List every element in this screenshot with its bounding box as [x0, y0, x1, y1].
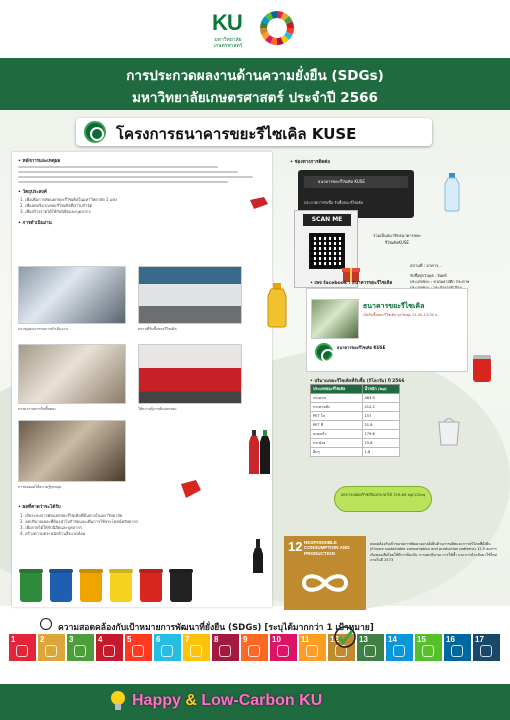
sdg-goal-number: 10	[272, 635, 281, 644]
meeting-photo	[18, 266, 126, 324]
sdg-goal-4-tile	[96, 634, 123, 661]
crushed-can-icon	[178, 478, 204, 500]
sdg-goal-number: 3	[69, 635, 74, 644]
selected-goal-check-icon	[334, 626, 356, 648]
contest-title: การประกวดผลงานด้านความยั่งยืน (SDGs)	[126, 68, 384, 84]
table-row	[311, 421, 400, 430]
sdg-goal-number: 16	[446, 635, 455, 644]
channel-heading: • ช่องทางการติดต่อ	[290, 160, 331, 165]
black-bin-icon	[170, 572, 192, 602]
table-row	[311, 430, 400, 439]
table-row	[311, 412, 400, 421]
juice-bottle-icon	[264, 282, 290, 328]
activity-heading: • การดำเนินงาน	[18, 221, 52, 226]
ku-logo-subtitle: มหาวิทยาลัยเกษตรศาสตร์	[213, 37, 243, 49]
site-photo	[138, 266, 242, 324]
table-cell: อื่นๆ	[311, 448, 363, 457]
lightbulb-icon	[110, 690, 126, 712]
result-item: 3. เพิ่มรายได้ให้กับนิสิตและบุคลากร	[20, 525, 83, 530]
photo-caption: ประชุมคณะกรรมการดำเนินงาน	[18, 327, 68, 331]
plastic-bottle-icon	[440, 172, 464, 212]
sdg-goal-icon	[306, 645, 318, 657]
sdg-goal-number: 2	[40, 635, 45, 644]
table-cell: 15.8	[362, 439, 399, 448]
table-header: น้ำหนัก (kg)	[362, 385, 399, 394]
sdg-goal-number: 8	[214, 635, 219, 644]
sdg-wheel-icon	[258, 9, 296, 47]
green-bin-icon	[20, 572, 42, 602]
sdg12-number: 12	[288, 539, 303, 554]
text-line	[18, 171, 238, 173]
sdg-goal-7-tile	[183, 634, 210, 661]
sdg-goal-row	[9, 634, 503, 662]
objective-item: 2. เพื่อลดปริมาณขยะรีไซเคิลที่นำไปกำจัด	[20, 203, 93, 208]
sdg-goal-number: 11	[301, 635, 310, 644]
facebook-page-preview[interactable]	[306, 288, 468, 372]
soda-can-icon	[470, 354, 494, 384]
footer-slogan	[132, 692, 322, 710]
schedule-item: รับซื้อทุกวันพุธ : จันทร์	[410, 273, 447, 278]
recycle-bank-logo-icon	[84, 121, 106, 143]
objective-heading: • วัตถุประสงค์	[18, 190, 47, 195]
project-title: โครงการธนาคารขยะรีไซเคิล KUSE	[116, 125, 357, 143]
sdg-goal-number: 13	[359, 635, 368, 644]
sdg-description: สอดคล้องกับเป้าหมายการพัฒนาอย่างยั่งยืนด้านการผลิตและการบริโภคที่ยั่งยืน (Ensure sustainable consumption and production patterns) 12.5 ลดการเกิดของเสียโดยให้มีการป้องกัน การลดปริมาณ การใช้ซ้ำ และการนำกลับมาใช้ใหม่ ภายในปี 2573	[370, 542, 498, 563]
sdg12-title: RESPONSIBLE CONSUMPTION AND PRODUCTION	[304, 540, 350, 556]
facebook-card-subtitle: ประกาศการรับซื้อ รับซื้อขยะรีไซเคิล	[304, 200, 364, 205]
red-bin-icon	[140, 572, 162, 602]
sdg-goal-icon	[74, 645, 86, 657]
table-cell: กระป๋อง	[311, 439, 363, 448]
sdg-goal-number: 12	[330, 635, 339, 644]
sdg-goal-number: 1	[11, 635, 16, 644]
sdg-goal-14-tile	[386, 634, 413, 661]
sdg-goal-16-tile	[444, 634, 471, 661]
footer-bar	[0, 684, 510, 720]
sdg-goal-icon	[480, 645, 492, 657]
sdg-goal-icon	[190, 645, 202, 657]
facebook-page-logo-icon	[315, 343, 333, 361]
sdg-goal-number: 14	[388, 635, 397, 644]
table-row	[311, 439, 400, 448]
table-cell: PET ใส	[311, 412, 363, 421]
schedule-item: ประเภทขยะ : ขวดพลาสติก กระดาษ	[410, 279, 470, 284]
table-cell: กระดาษ	[311, 394, 363, 403]
sdg-goal-number: 15	[417, 635, 426, 644]
sdg-goal-11-tile	[299, 634, 326, 661]
sdg-goal-icon	[277, 645, 289, 657]
sdg-goal-8-tile	[212, 634, 239, 661]
sdg-alignment-heading: ความสอดคล้องกับเป้าหมายการพัฒนาที่ยั่งยืน (SDGs) [ระบุได้มากกว่า 1 เป้าหมาย]	[58, 623, 374, 633]
result-item: 4. สร้างความตระหนักด้านสิ่งแวดล้อม	[20, 531, 86, 536]
sdg-goal-icon	[103, 645, 115, 657]
sdg-goal-5-tile	[125, 634, 152, 661]
university-year-title: มหาวิทยาลัยเกษตรศาสตร์ ประจำปี 2566	[132, 90, 378, 106]
photo-caption: สถานที่รับซื้อขยะรีไซเคิล	[138, 327, 177, 331]
title-banner	[0, 58, 510, 110]
sdg-goal-icon	[219, 645, 231, 657]
emission-cloud	[334, 486, 432, 512]
bag-icon	[436, 414, 462, 446]
group-photo	[18, 420, 126, 482]
crushed-can-icon	[248, 196, 270, 210]
facebook-cover-photo	[311, 299, 359, 339]
check-circle-icon	[40, 618, 52, 630]
result-heading: • ผลที่คาดว่าจะได้รับ	[18, 505, 61, 510]
footer-slogan-ampersand: &	[185, 692, 197, 709]
result-item: 2. ลดปริมาณขยะที่ต้องนำไปกำจัดและเพิ่มการใช้ประโยชน์ทรัพยากร	[20, 519, 139, 524]
table-row	[311, 394, 400, 403]
sdg-goal-icon	[393, 645, 405, 657]
table-cell: 463.9	[362, 394, 399, 403]
text-line	[18, 176, 253, 178]
sdg-goal-3-tile	[67, 634, 94, 661]
buying-photo	[18, 344, 126, 404]
table-cell: 1.8	[362, 448, 399, 457]
facebook-banner-title: ธนาคารขยะรีไซเคิล	[363, 302, 425, 310]
project-title-card	[76, 118, 432, 146]
sdg-goal-9-tile	[241, 634, 268, 661]
footer-slogan-happy: Happy	[132, 692, 181, 709]
table-header: ประเภทขยะรีไซเคิล	[311, 385, 363, 394]
sdg-goal-number: 4	[98, 635, 103, 644]
sdg-goal-1-tile	[9, 634, 36, 661]
objective-item: 3. เพื่อสร้างรายได้ให้กับนิสิตและบุคลากร	[20, 209, 91, 214]
recycling-table	[310, 384, 400, 457]
objective-item: 1. เพื่อเพิ่มการคัดแยกขยะรีไซเคิลในมหาวิทยาลัย 1 แห่ง	[20, 197, 117, 202]
sdg-goal-15-tile	[415, 634, 442, 661]
principle-heading: • หลักการและเหตุผล	[18, 159, 61, 164]
sdg-goal-17-tile	[473, 634, 500, 661]
table-title: • ปริมาณขยะรีไซเคิลที่รับซื้อ (กิโลกรัม) ปี 2566	[310, 379, 405, 384]
location-label: สถานที่ : อาคาร...	[410, 263, 442, 268]
infinity-icon	[300, 572, 350, 594]
footer-slogan-low-carbon: Low-Carbon KU	[201, 692, 323, 709]
scan-me-label: SCAN ME	[303, 214, 351, 226]
training-photo	[138, 344, 242, 404]
facebook-heading: • เพจ facebook : ธนาคารขยะรีไซเคิล	[310, 281, 393, 286]
recycle-bins	[16, 572, 216, 604]
text-line	[18, 181, 228, 183]
sdg-goal-10-tile	[270, 634, 297, 661]
photo-caption: ให้ความรู้การคัดแยกขยะ	[138, 407, 177, 411]
sdg-goal-icon	[132, 645, 144, 657]
facebook-banner-subtitle: เปิดรับซื้อขยะรีไซเคิล ทุกวันพุธ 11.00-13.00 น.	[363, 313, 439, 317]
sdg-goal-2-tile	[38, 634, 65, 661]
table-cell: PET สี	[311, 421, 363, 430]
sdg-goal-icon	[248, 645, 260, 657]
table-cell: 179.8	[362, 430, 399, 439]
sdg-goal-6-tile	[154, 634, 181, 661]
emission-reduction-text: ลดการปล่อยก๊าซเรือนกระจกได้ 729.89 kgCO2eq	[340, 492, 426, 497]
sdg-goal-number: 17	[475, 635, 484, 644]
table-header-row	[311, 385, 400, 394]
photo-caption: บรรยากาศการรับซื้อขยะ	[18, 407, 57, 411]
top-logo-bar	[0, 0, 510, 58]
sdg-goal-icon	[45, 645, 57, 657]
sdg-goal-icon	[451, 645, 463, 657]
sdg-goal-icon	[16, 645, 28, 657]
sdg-goal-icon	[364, 645, 376, 657]
sdg-goal-number: 9	[243, 635, 248, 644]
ku-logo: KU	[212, 10, 242, 35]
sdg12-tile	[284, 536, 366, 610]
sdg-goal-13-tile	[357, 634, 384, 661]
table-cell: กระดาษลัง	[311, 403, 363, 412]
sdg-goal-number: 7	[185, 635, 190, 644]
result-item: 1. เกิดระบบการคัดแยกขยะรีไซเคิลที่ต้นทางในมหาวิทยาลัย	[20, 513, 123, 518]
table-cell: ขวดแก้ว	[311, 430, 363, 439]
table-cell: 21.8	[362, 421, 399, 430]
sdg-goal-icon	[422, 645, 434, 657]
sdg-goal-number: 6	[156, 635, 161, 644]
table-cell: 212.2	[362, 403, 399, 412]
yellow-bin-icon	[110, 572, 132, 602]
sdg-goal-icon	[161, 645, 173, 657]
scan-note: ร่วมเป็นสมาชิกธนาคารขยะรีไซเคิลKUSE	[373, 233, 421, 245]
orange-bin-icon	[80, 572, 102, 602]
soda-bottles-icon	[246, 426, 276, 476]
left-content-panel	[12, 152, 272, 607]
blue-bin-icon	[50, 572, 72, 602]
text-line	[18, 166, 218, 168]
photo-caption: การต่อยอดให้ความรู้ทุกกลุ่ม	[18, 485, 62, 489]
table-cell: 157	[362, 412, 399, 421]
facebook-page-name: ธนาคารขยะรีไซเคิล KUSE	[337, 345, 386, 350]
table-row	[311, 403, 400, 412]
sdg-goal-number: 5	[127, 635, 132, 644]
glass-bottle-icon	[250, 538, 266, 574]
table-row	[311, 448, 400, 457]
facebook-card-name: ธนาคารขยะรีไซเคิล KUSE	[318, 179, 365, 184]
